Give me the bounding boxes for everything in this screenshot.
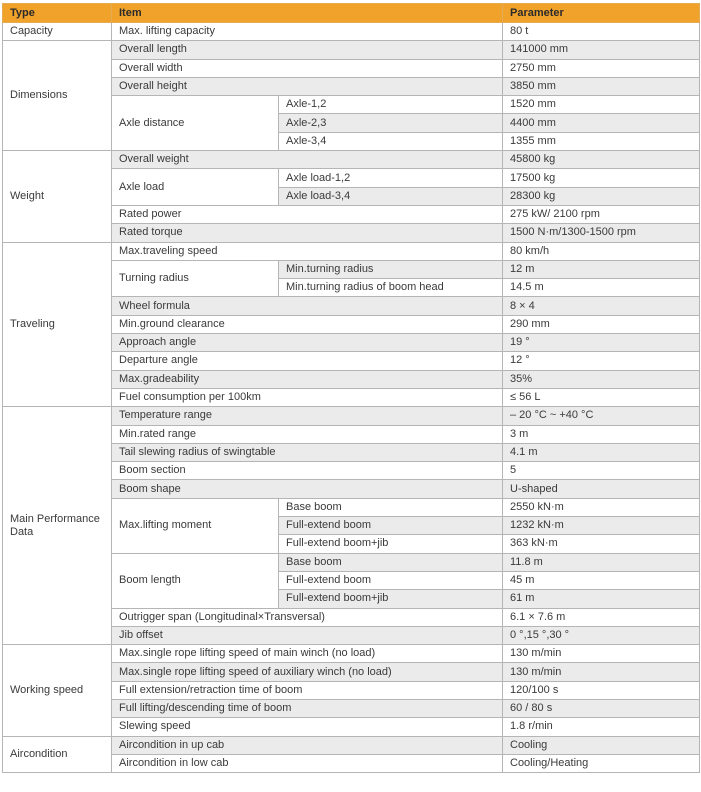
item-cell: Departure angle [112,352,503,370]
parameter-cell: 3850 mm [503,77,700,95]
item-cell: Full lifting/descending time of boom [112,699,503,717]
table-row [3,242,700,260]
item-cell: Aircondition in up cab [112,736,503,754]
parameter-cell: Cooling [503,736,700,754]
sub-item-cell: Full-extend boom [279,517,503,535]
parameter-cell: 1232 kN·m [503,517,700,535]
parameter-cell: ≤ 56 L [503,388,700,406]
table-header-row [3,4,700,23]
sub-item-cell: Base boom [279,498,503,516]
parameter-cell: Cooling/Heating [503,754,700,772]
item-cell: Temperature range [112,407,503,425]
item-cell: Overall height [112,77,503,95]
type-cell: Main Performance Data [3,407,112,645]
parameter-cell: 12 ° [503,352,700,370]
table-row [3,736,700,754]
item-cell: Rated power [112,205,503,223]
item-cell: Max.traveling speed [112,242,503,260]
parameter-cell: 19 ° [503,334,700,352]
item-cell: Max.single rope lifting speed of main winch (no load) [112,645,503,663]
parameter-cell: 17500 kg [503,169,700,187]
item-cell: Axle distance [112,96,279,151]
item-cell: Approach angle [112,334,503,352]
table-body [3,23,700,773]
sub-item-cell: Axle-1,2 [279,96,503,114]
parameter-cell: 3 m [503,425,700,443]
parameter-cell: 28300 kg [503,187,700,205]
sub-item-cell: Axle-3,4 [279,132,503,150]
parameter-cell: 130 m/min [503,663,700,681]
item-cell: Max. lifting capacity [112,23,503,41]
parameter-cell: 80 km/h [503,242,700,260]
type-cell: Aircondition [3,736,112,773]
item-cell: Jib offset [112,626,503,644]
item-cell: Full extension/retraction time of boom [112,681,503,699]
item-cell: Min.ground clearance [112,315,503,333]
parameter-cell: 6.1 × 7.6 m [503,608,700,626]
header-parameter: Parameter [503,4,700,23]
item-cell: Max.lifting moment [112,498,279,553]
parameter-cell: 1.8 r/min [503,718,700,736]
sub-item-cell: Full-extend boom [279,571,503,589]
table-row [3,407,700,425]
item-cell: Rated torque [112,224,503,242]
parameter-cell: 4.1 m [503,443,700,461]
parameter-cell: – 20 °C ~ +40 °C [503,407,700,425]
item-cell: Max.single rope lifting speed of auxiliary winch (no load) [112,663,503,681]
sub-item-cell: Axle load-3,4 [279,187,503,205]
type-cell: Working speed [3,645,112,736]
parameter-cell: 35% [503,370,700,388]
item-cell: Tail slewing radius of swingtable [112,443,503,461]
parameter-cell: 363 kN·m [503,535,700,553]
table-row [3,151,700,169]
item-cell: Wheel formula [112,297,503,315]
parameter-cell: 5 [503,462,700,480]
parameter-cell: 45 m [503,571,700,589]
item-cell: Overall length [112,41,503,59]
parameter-cell: 11.8 m [503,553,700,571]
sub-item-cell: Full-extend boom+jib [279,590,503,608]
type-cell: Dimensions [3,41,112,151]
parameter-cell: 1520 mm [503,96,700,114]
parameter-cell: 61 m [503,590,700,608]
item-cell: Max.gradeability [112,370,503,388]
header-type: Type [3,4,112,23]
sub-item-cell: Base boom [279,553,503,571]
table-row [3,23,700,41]
parameter-cell: 275 kW/ 2100 rpm [503,205,700,223]
parameter-cell: 290 mm [503,315,700,333]
item-cell: Boom length [112,553,279,608]
parameter-cell: 130 m/min [503,645,700,663]
item-cell: Overall weight [112,151,503,169]
parameter-cell: 12 m [503,260,700,278]
table-row [3,645,700,663]
parameter-cell: 45800 kg [503,151,700,169]
parameter-cell: 141000 mm [503,41,700,59]
sub-item-cell: Axle-2,3 [279,114,503,132]
parameter-cell: U-shaped [503,480,700,498]
sub-item-cell: Min.turning radius [279,260,503,278]
item-cell: Turning radius [112,260,279,297]
parameter-cell: 60 / 80 s [503,699,700,717]
spec-table-container [2,3,699,773]
spec-table [2,3,700,773]
item-cell: Slewing speed [112,718,503,736]
table-row [3,41,700,59]
item-cell: Boom shape [112,480,503,498]
parameter-cell: 80 t [503,23,700,41]
parameter-cell: 8 × 4 [503,297,700,315]
parameter-cell: 1500 N·m/1300-1500 rpm [503,224,700,242]
parameter-cell: 2750 mm [503,59,700,77]
parameter-cell: 14.5 m [503,279,700,297]
type-cell: Weight [3,151,112,242]
sub-item-cell: Axle load-1,2 [279,169,503,187]
parameter-cell: 0 °,15 °,30 ° [503,626,700,644]
parameter-cell: 120/100 s [503,681,700,699]
sub-item-cell: Full-extend boom+jib [279,535,503,553]
header-item: Item [112,4,503,23]
parameter-cell: 2550 kN·m [503,498,700,516]
item-cell: Overall width [112,59,503,77]
sub-item-cell: Min.turning radius of boom head [279,279,503,297]
item-cell: Outrigger span (Longitudinal×Transversal) [112,608,503,626]
type-cell: Traveling [3,242,112,407]
parameter-cell: 4400 mm [503,114,700,132]
item-cell: Boom section [112,462,503,480]
item-cell: Aircondition in low cab [112,754,503,772]
type-cell: Capacity [3,23,112,41]
parameter-cell: 1355 mm [503,132,700,150]
item-cell: Fuel consumption per 100km [112,388,503,406]
item-cell: Min.rated range [112,425,503,443]
item-cell: Axle load [112,169,279,206]
